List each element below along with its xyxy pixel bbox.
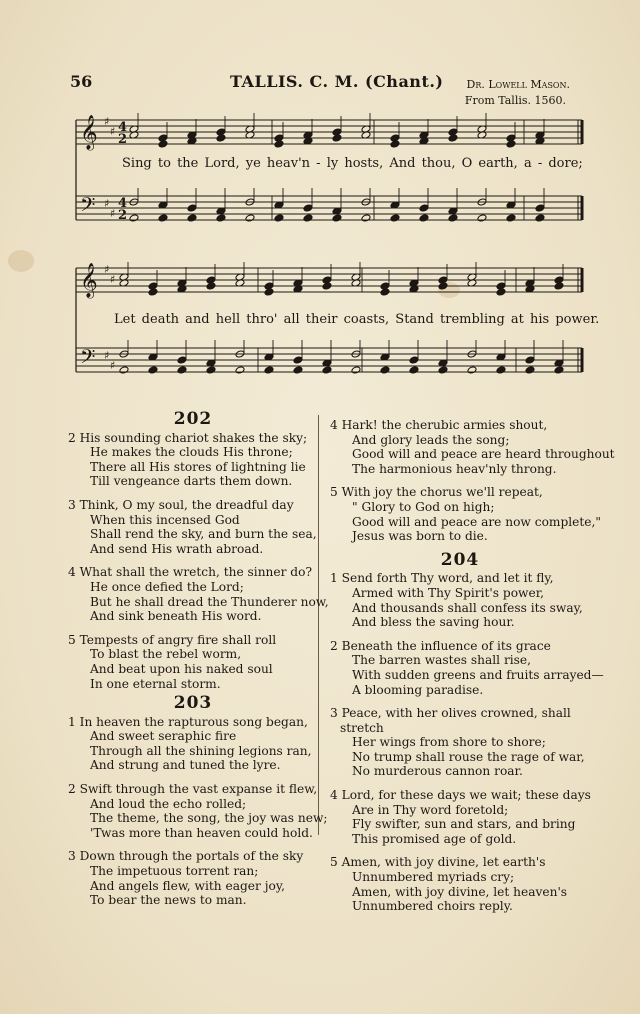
stanza-line: No trump shall rouse the rage of war, [352, 749, 585, 764]
note-head [206, 282, 216, 290]
stanza [330, 706, 590, 779]
stanza-line: 5 Amen, with joy divine, let earth's [330, 855, 546, 870]
page-stain [8, 250, 34, 272]
stanza-line: 2 Beneath the influence of its grace [330, 638, 551, 653]
stanza [68, 633, 318, 691]
stanza-line: 2 His sounding chariot shakes the sky; [68, 430, 308, 445]
treble-clef: 𝄞 [80, 115, 98, 150]
bass-clef: 𝄢 [80, 345, 96, 373]
stanza [330, 485, 601, 544]
stanza-line: There all His stores of lightning lie [90, 459, 306, 474]
stanza-line: 4 Lord, for these days we wait; these days [330, 788, 591, 803]
sharp-sign: ♯ [110, 273, 116, 286]
stanza-line: And beat upon his naked soul [90, 661, 273, 676]
hymn-202-stanzas [68, 430, 329, 692]
note-head [177, 356, 187, 364]
stanza-line: This promised age of gold. [352, 831, 517, 846]
note-head [129, 214, 139, 222]
note-head [506, 140, 516, 148]
stanza-line: 4 Hark! the cherubic armies shout, [330, 418, 548, 432]
stanza-line: And glory leads the song; [352, 432, 510, 447]
stanza-line: Through all the shining legions ran, [90, 743, 312, 758]
note-head [535, 214, 545, 222]
note-head [332, 214, 342, 222]
time-signature: 2 [118, 132, 128, 147]
note-head [322, 282, 332, 290]
stanza-line: The harmonious heav'nly throng. [352, 461, 557, 476]
stanza-line: Good will and peace are now complete," [352, 514, 601, 529]
time-signature: 4 [118, 120, 128, 135]
stanza-line: And strung and tuned the lyre. [90, 758, 281, 773]
note-head [525, 366, 535, 374]
note-head [322, 366, 332, 374]
note-head [264, 366, 274, 374]
stanza [68, 849, 318, 907]
stanza-line: 1 Send forth Thy word, and let it fly, [330, 571, 554, 586]
stanza-line: With sudden greens and fruits arrayed— [352, 667, 604, 682]
source-credit: From Tallis. 1560. [464, 94, 566, 107]
hymn-number-204: 204 [440, 549, 480, 570]
note-head [361, 214, 371, 222]
stanza-line: In one eternal storm. [90, 676, 221, 691]
stanza-line: And thousands shall confess its sway, [352, 600, 583, 615]
stanza-line: 4 What shall the wretch, the sinner do? [68, 565, 312, 580]
note-head [158, 140, 168, 148]
note-head [448, 214, 458, 222]
note-head [409, 366, 419, 374]
stanza-line: Her wings from shore to shore; [352, 735, 546, 750]
note-head [235, 366, 245, 374]
stanza-line: And loud the echo rolled; [90, 796, 247, 811]
stanza-line: Unnumbered myriads cry; [352, 870, 515, 885]
note-head [177, 366, 187, 374]
stanza-line: No murderous cannon roar. [352, 764, 523, 779]
lyrics-line-1: Sing to the Lord, ye heav'n - ly hosts, And thou, O earth, a - dore; [122, 156, 583, 171]
stanza [68, 782, 328, 840]
stanza-line: Armed with Thy Spirit's power, [352, 585, 545, 600]
sharp-sign: ♯ [110, 125, 116, 138]
note-head [496, 366, 506, 374]
sharp-sign: ♯ [104, 197, 110, 210]
stanza-line: He once defied the Lord; [90, 579, 244, 594]
note-head [467, 366, 477, 374]
bass-clef: 𝄢 [80, 193, 96, 221]
music-staves-1 [72, 112, 588, 232]
stanza [68, 715, 318, 773]
sharp-sign: ♯ [110, 207, 116, 220]
right-column [330, 418, 615, 923]
hymn-204-stanzas [330, 571, 604, 914]
note-head [506, 214, 516, 222]
hymn-number-202: 202 [173, 409, 213, 429]
stanza-line: stretch [340, 720, 384, 735]
note-head [303, 204, 313, 212]
stanza-line: 5 Tempests of angry fire shall roll [68, 632, 277, 647]
note-head [303, 214, 313, 222]
note-head [332, 134, 342, 142]
stanza-line: 'Twas more than heaven could hold. [90, 825, 313, 840]
stanza [68, 565, 329, 624]
note-head [525, 356, 535, 364]
stanza-line: He makes the clouds His throne; [90, 445, 293, 460]
note-head [148, 288, 158, 296]
note-head [187, 214, 197, 222]
note-head [438, 366, 448, 374]
stanza [330, 571, 590, 629]
stanza [330, 418, 615, 476]
note-head [380, 366, 390, 374]
stanza [330, 788, 590, 846]
music-system-1 [72, 112, 588, 232]
note-head [380, 288, 390, 296]
note-head [390, 140, 400, 148]
stanza-line: Shall rend the sky, and burn the sea, [90, 527, 317, 542]
stanza-line: And sink beneath His word. [90, 609, 262, 624]
stanza-line: Unnumbered choirs reply. [352, 899, 513, 914]
stanza-line: Fly swifter, sun and stars, and bring [352, 817, 576, 832]
stanza-line: To bear the news to man. [90, 893, 247, 908]
sharp-sign: ♯ [104, 115, 110, 128]
note-head [351, 366, 361, 374]
hymn-number-203: 203 [173, 693, 213, 714]
stanza-line: When this incensed God [90, 512, 240, 527]
stanza-line: And sweet seraphic fire [90, 729, 237, 744]
stanza-line: " Glory to God on high; [352, 499, 495, 514]
note-head [477, 214, 487, 222]
note-head [390, 214, 400, 222]
stanza-line: 3 Think, O my soul, the dreadful day [68, 497, 294, 512]
page-number: 56 [70, 72, 93, 91]
sharp-sign: ♯ [110, 359, 116, 372]
note-head [245, 214, 255, 222]
time-signature: 4 [118, 196, 128, 211]
note-head [216, 134, 226, 142]
stanza [330, 638, 604, 697]
note-head [409, 356, 419, 364]
note-head [148, 366, 158, 374]
stanza-line: The theme, the song, the joy was new; [90, 811, 328, 826]
stanza [68, 431, 318, 489]
note-head [554, 366, 564, 374]
note-head [419, 214, 429, 222]
music-system-2 [72, 262, 600, 384]
note-head [274, 214, 284, 222]
note-head [187, 204, 197, 212]
note-head [448, 134, 458, 142]
tune-title: TALLIS. C. M. (Chant.) [230, 72, 444, 91]
stanza-line: But he shall dread the Thunderer now, [90, 594, 329, 609]
stanza-line: 3 Peace, with her olives crowned, shall [330, 706, 571, 721]
sharp-sign: ♯ [104, 349, 110, 362]
stanza-line: 3 Down through the portals of the sky [68, 849, 304, 864]
stanza-line: To blast the rebel worm, [90, 647, 242, 662]
stanza [68, 498, 318, 556]
stanza-line: Are in Thy word foretold; [352, 802, 509, 817]
stanza-line: Amen, with joy divine, let heaven's [352, 884, 568, 899]
hymn-203-stanzas-continued [330, 418, 615, 544]
note-head [264, 288, 274, 296]
note-head [419, 204, 429, 212]
note-head [293, 366, 303, 374]
stanza-line: And send His wrath abroad. [90, 541, 264, 556]
stanza-line: Good will and peace are heard throughout [352, 447, 615, 462]
left-column [68, 409, 329, 917]
sharp-sign: ♯ [104, 263, 110, 276]
stanza-line: And angels flew, with eager joy, [90, 878, 285, 893]
note-head [554, 282, 564, 290]
composer-credit: Dr. Lowell Mason. [466, 78, 570, 91]
note-head [496, 288, 506, 296]
stanza-line: A blooming paradise. [352, 682, 484, 697]
note-head [274, 140, 284, 148]
note-head [535, 204, 545, 212]
page-header [70, 72, 580, 112]
note-head [119, 366, 129, 374]
stanza-line: And bless the saving hour. [352, 615, 515, 630]
stanza-line: The impetuous torrent ran; [90, 864, 259, 879]
treble-clef: 𝄞 [80, 263, 98, 298]
note-head [206, 366, 216, 374]
note-head [438, 282, 448, 290]
column-divider [318, 415, 319, 835]
stanza-line: 1 In heaven the rapturous song began, [68, 714, 308, 729]
stanza [330, 855, 590, 913]
note-head [158, 214, 168, 222]
hymn-203-stanzas [68, 714, 328, 908]
stanza-line: Till vengeance darts them down. [90, 474, 293, 489]
stanza-line: 5 With joy the chorus we'll repeat, [330, 485, 543, 500]
stanza-line: The barren wastes shall rise, [352, 653, 532, 668]
stanza-line: Jesus was born to die. [352, 529, 488, 544]
time-signature: 2 [118, 208, 128, 223]
stanza-line: 2 Swift through the vast expanse it flew, [68, 782, 318, 797]
note-head [216, 214, 226, 222]
note-head [293, 356, 303, 364]
lyrics-line-2: Let death and hell thro' all their coasts, Stand trembling at his power. [114, 312, 600, 327]
